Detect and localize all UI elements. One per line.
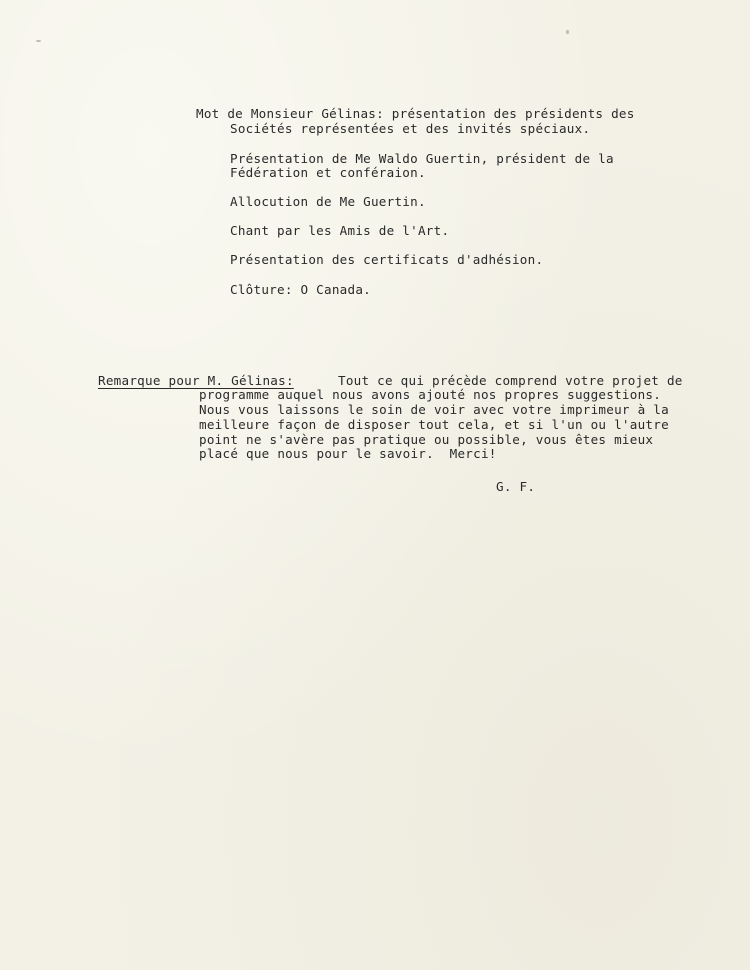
remark-line-1: Tout ce qui précède comprend votre projet de <box>338 373 683 388</box>
programme-item-6: Clôture: O Canada. <box>230 282 371 297</box>
paper-speck <box>566 30 569 34</box>
programme-item-2-line-2: Fédération et conféraion. <box>230 165 426 180</box>
programme-item-3: Allocution de Me Guertin. <box>230 194 426 209</box>
paper-speck <box>36 40 41 42</box>
remark-line-3: Nous vous laissons le soin de voir avec votre imprimeur à la <box>199 402 669 417</box>
programme-item-1-line-2: Sociétés représentées et des invités spéciaux. <box>230 121 591 136</box>
programme-item-1-line-1: Mot de Monsieur Gélinas: présentation des présidents des <box>196 106 635 121</box>
programme-item-5: Présentation des certificats d'adhésion. <box>230 252 544 267</box>
remark-label: Remarque pour M. Gélinas: <box>98 373 294 388</box>
remark-line-2: programme auquel nous avons ajouté nos propres suggestions. <box>199 387 662 402</box>
remark-line-4: meilleure façon de disposer tout cela, et si l'un ou l'autre <box>199 417 669 432</box>
signature-initials: G. F. <box>496 479 536 494</box>
remark-line-6: placé que nous pour le savoir. Merci! <box>199 446 497 461</box>
remark-line-5: point ne s'avère pas pratique ou possible, vous êtes mieux <box>199 432 654 447</box>
programme-item-4: Chant par les Amis de l'Art. <box>230 223 450 238</box>
programme-item-2-line-1: Présentation de Me Waldo Guertin, président de la <box>230 151 614 166</box>
